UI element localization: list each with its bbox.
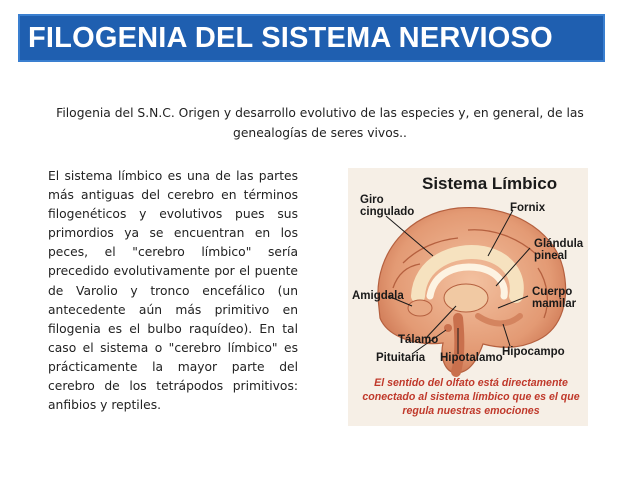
page-title: FILOGENIA DEL SISTEMA NERVIOSO [28,21,553,54]
intro-text: Filogenia del S.N.C. Origen y desarrollo evolutivo de las especies y, en general, de las genealogías de seres vivos.. [56,106,584,140]
label-hipocampo: Hipocampo [502,346,565,358]
label-talamo: Tálamo [398,334,439,346]
label-pituitaria: Pituitaria [376,352,426,364]
limbic-system-figure [348,168,588,426]
main-paragraph: El sistema límbico es una de las partes más antiguas del cerebro en términos filogenéticos y evolutivos pues sus primordios ya se encuentran en los peces, el "cerebro límbico" sería precedido evolutivamente por el puente de Varolio y tronco encefálico (un antecedente aún más primitivo en filogenia es el bulbo raquídeo). En tal caso el sistema o "cerebro límbico" es prácticamente la mayor parte del cerebro de los tetrápodos primitivos: anfibios y reptiles. [48,169,298,413]
label-hipotalamo: Hipotalamo [440,352,503,364]
label-cuerpo-mamilar: Cuerpo mamilar [532,286,577,310]
title-banner [18,14,605,62]
label-amigdala: Amigdala [352,290,404,302]
label-fornix: Fornix [510,202,546,214]
label-glandula-pineal: Glándula pineal [534,238,584,262]
thalamus-shape [444,284,488,312]
figure-caption: El sentido del olfato está directamente conectado al sistema límbico que es el que regula nuestras emociones [362,377,580,417]
label-giro-cingulado: Giro cingulado [360,194,415,218]
figure-title: Sistema Límbico [422,174,558,193]
